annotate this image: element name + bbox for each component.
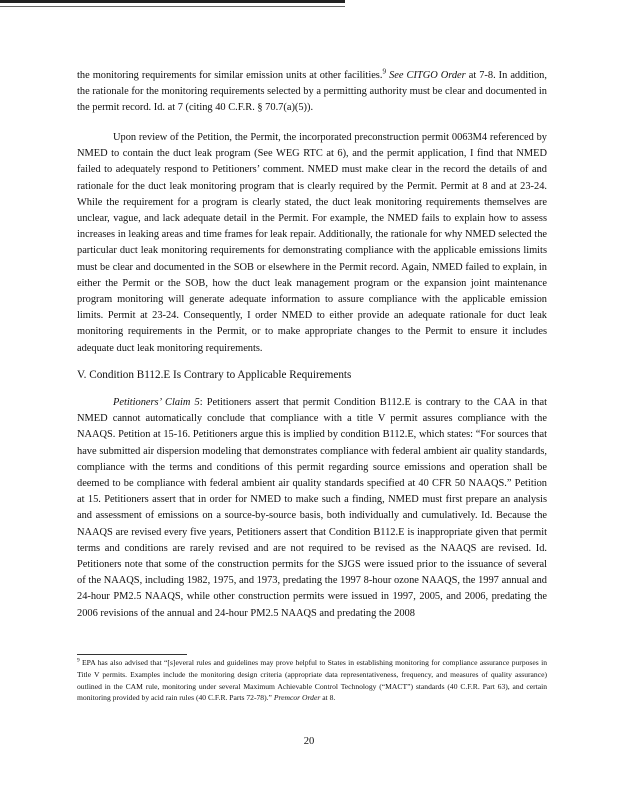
paragraph-monitoring-rationale: [77, 68, 547, 117]
claim-label: Petitioners’ Claim 5: [113, 397, 200, 408]
footnote-divider: [77, 654, 187, 655]
paragraph-text: the monitoring requirements for similar emission units at other facilities.: [77, 70, 383, 81]
footnote-text: EPA has also advised that “[s]everal rules and guidelines may prove helpful to States in establishing monitoring for compliance assurance purposes in Title V permits. Examples include the monitoring design criteria (appropriate data representativeness, frequency, and measures of quality assurance) outlined in the CAM rule, monitoring under several Maximum Achievable Control Technology (“MACT”) standards (40 C.F.R. Part 63), and certain monitoring provided by acid rain rules (40 C.F.R. Parts 72-78).”: [77, 658, 547, 703]
page-number: 20: [303, 736, 315, 747]
paragraph-claim-5: [77, 395, 547, 622]
footnote: [77, 657, 547, 704]
footnote-text-end: at 8.: [322, 693, 336, 703]
header-rule-thin: [0, 6, 345, 7]
paragraph-text: at 7-8. In addition, the rationale for the monitoring requirements selected by a permitting authority must be clear and documented in the permit record. Id. at 7 (citing 40 C.F.R. § 70.7(a)(5)).: [77, 70, 547, 114]
footnote-citation: Premcor Order: [273, 693, 321, 703]
footnote-reference: 9: [382, 67, 387, 76]
footnote-number: 9: [77, 657, 80, 664]
paragraph-findings: Upon review of the Petition, the Permit, the incorporated preconstruction permit 0063M4 referenced by NMED to contain the duct leak program (See WEG RTC at 6), and the permit application, I find that NMED failed to adequately respond to Petitioners’ comment. NMED must make clear in the record the details of and rationale for the duct leak monitoring program that is clearly required by the Permit. Permit at 8 and at 23-24. While the requirement for a program is clearly stated, the duct leak monitoring requirements themselves are unclear, vague, and lack adequate detail in the Permit. For example, the NMED fails to explain how to assess increases in leaking areas and time frames for leak repair. Additionally, the rationale for why NMED selected the particular duct leak monitoring requirements for demonstrating compliance with the applicable emissions limits must be clear and documented in the SOB or elsewhere in the Permit record. Again, NMED failed to explain, in either the Permit or the SOB, how the duct leak management program or the expansion joint maintenance program monitoring will generate adequate information to assure compliance with the applicable emission limits. Permit at 23-24. Consequently, I order NMED to either provide an adequate rationale for duct leak monitoring requirements in the Permit, or to make appropriate changes to the Permit to ensure it includes adequate duct leak monitoring requirements.: [77, 132, 547, 354]
citation: See CITGO Order: [389, 70, 466, 81]
paragraph-text: : Petitioners assert that permit Condition B112.E is contrary to the CAA in that NMED cannot automatically conclude that compliance with a title V permit assures compliance with the NAAQS. Petition at 15-16. Petitioners argue this is implied by condition B112.E, which states: “For sources that have submitted air dispersion modeling that demonstrates compliance with federal ambient air quality standards, compliance with the terms and conditions of this permit regarding source emissions and operation shall be deemed to be compliance with federal ambient air quality standards specified at 40 CFR 50 NAAQS.” Petition at 15. Petitioners assert that in order for NMED to make such a finding, NMED must first prepare an analysis and assessment of emissions on a source-by-source basis, both individually and cumulatively. Id. Because the NAAQS are revised every five years, Petitioners assert that Condition B112.E is inappropriate given that permit terms and conditions are rarely revised and are not required to be revised as the NAAQS are revised. Id. Petitioners note that some of the construction permits for the SJGS were issued prior to the issuance of several of the NAAQS, including 1982, 1975, and 1973, predating the 1997 8-hour ozone NAAQS, the 1997 annual and 24-hour PM2.5 NAAQS, while other construction permits were issued in 1997, 2005, and 2006, predating the 2006 revisions of the annual and 24-hour PM2.5 NAAQS and predating the 2008: [77, 397, 547, 619]
section-heading: V. Condition B112.E Is Contrary to Applicable Requirements: [77, 369, 352, 381]
header-rule: [0, 0, 345, 3]
